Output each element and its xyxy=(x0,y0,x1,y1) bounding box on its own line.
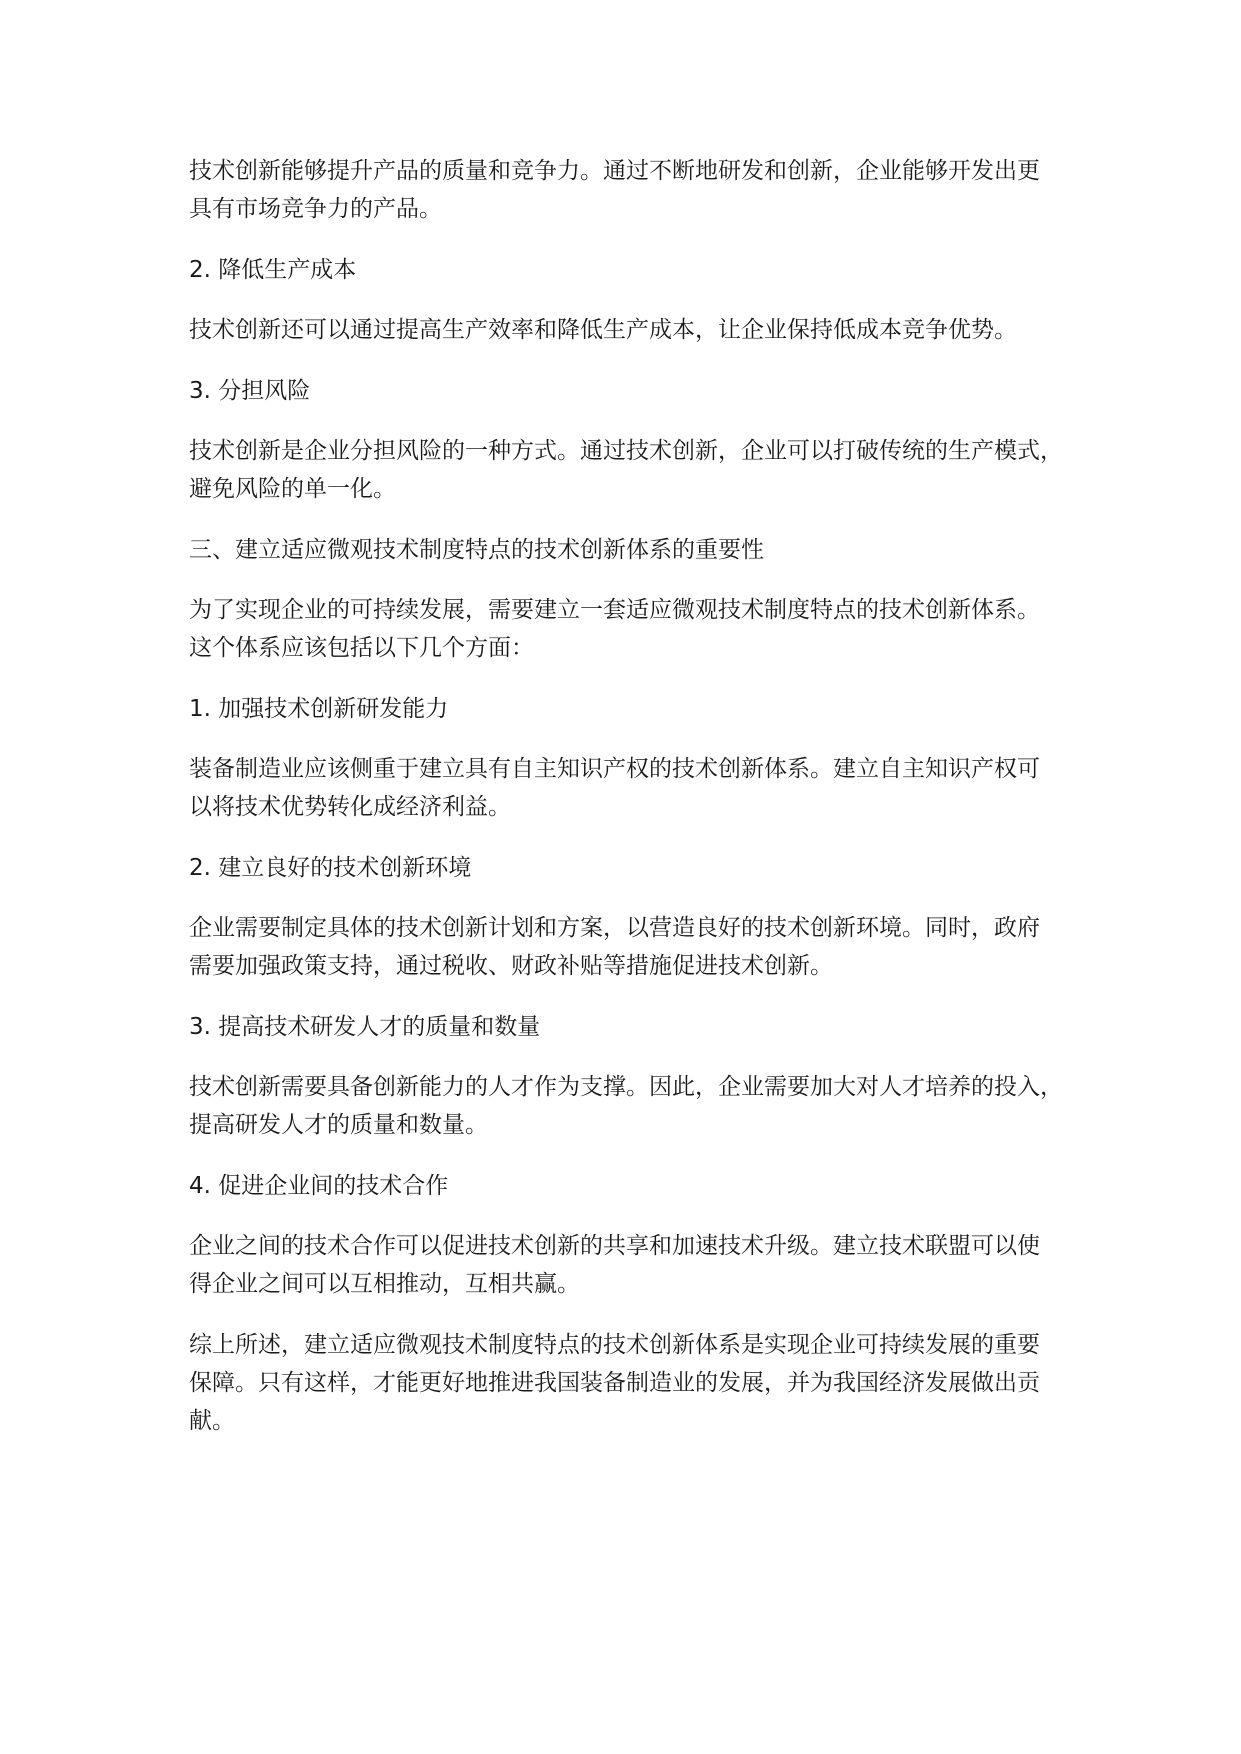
paragraph-conclusion: 综上所述，建立适应微观技术制度特点的技术创新体系是实现企业可持续发展的重要 保障。只有这样，才能更好地推进我国装备制造业的发展，并为我国经济发展做出贡 献。 xyxy=(189,1332,1040,1434)
paragraph-system-intro: 为了实现企业的可持续发展，需要建立一套适应微观技术制度特点的技术创新体系。 这个体系应该包括以下几个方面： xyxy=(189,597,1040,661)
heading-reduce-cost: 2. 降低生产成本 xyxy=(189,257,357,283)
heading-share-risk: 3. 分担风险 xyxy=(189,378,311,404)
section-heading-importance: 三、建立适应微观技术制度特点的技术创新体系的重要性 xyxy=(189,537,764,563)
document-body xyxy=(189,152,1089,1463)
paragraph-talent: 技术创新需要具备创新能力的人才作为支撑。因此，企业需要加大对人才培养的投入， 提高研发人才的质量和数量。 xyxy=(189,1074,1063,1138)
paragraph-innovation-environment: 企业需要制定具体的技术创新计划和方案，以营造良好的技术创新环境。同时，政府 需要加强政策支持，通过税收、财政补贴等措施促进技术创新。 xyxy=(189,915,1040,979)
heading-rd-capability: 1. 加强技术创新研发能力 xyxy=(189,696,449,722)
paragraph-share-risk: 技术创新是企业分担风险的一种方式。通过技术创新，企业可以打破传统的生产模式， 避免风险的单一化。 xyxy=(189,438,1063,502)
paragraph-cooperation: 企业之间的技术合作可以促进技术创新的共享和加速技术升级。建立技术联盟可以使 得企业之间可以互相推动，互相共赢。 xyxy=(189,1233,1040,1297)
heading-innovation-environment: 2. 建立良好的技术创新环境 xyxy=(189,855,472,881)
paragraph-product-quality: 技术创新能够提升产品的质量和竞争力。通过不断地研发和创新，企业能够开发出更 具有市场竞争力的产品。 xyxy=(189,158,1040,222)
paragraph-reduce-cost: 技术创新还可以通过提高生产效率和降低生产成本，让企业保持低成本竞争优势。 xyxy=(189,317,1017,343)
heading-talent: 3. 提高技术研发人才的质量和数量 xyxy=(189,1014,541,1040)
paragraph-rd-capability: 装备制造业应该侧重于建立具有自主知识产权的技术创新体系。建立自主知识产权可 以将技术优势转化成经济利益。 xyxy=(189,756,1040,820)
heading-cooperation: 4. 促进企业间的技术合作 xyxy=(189,1173,449,1199)
